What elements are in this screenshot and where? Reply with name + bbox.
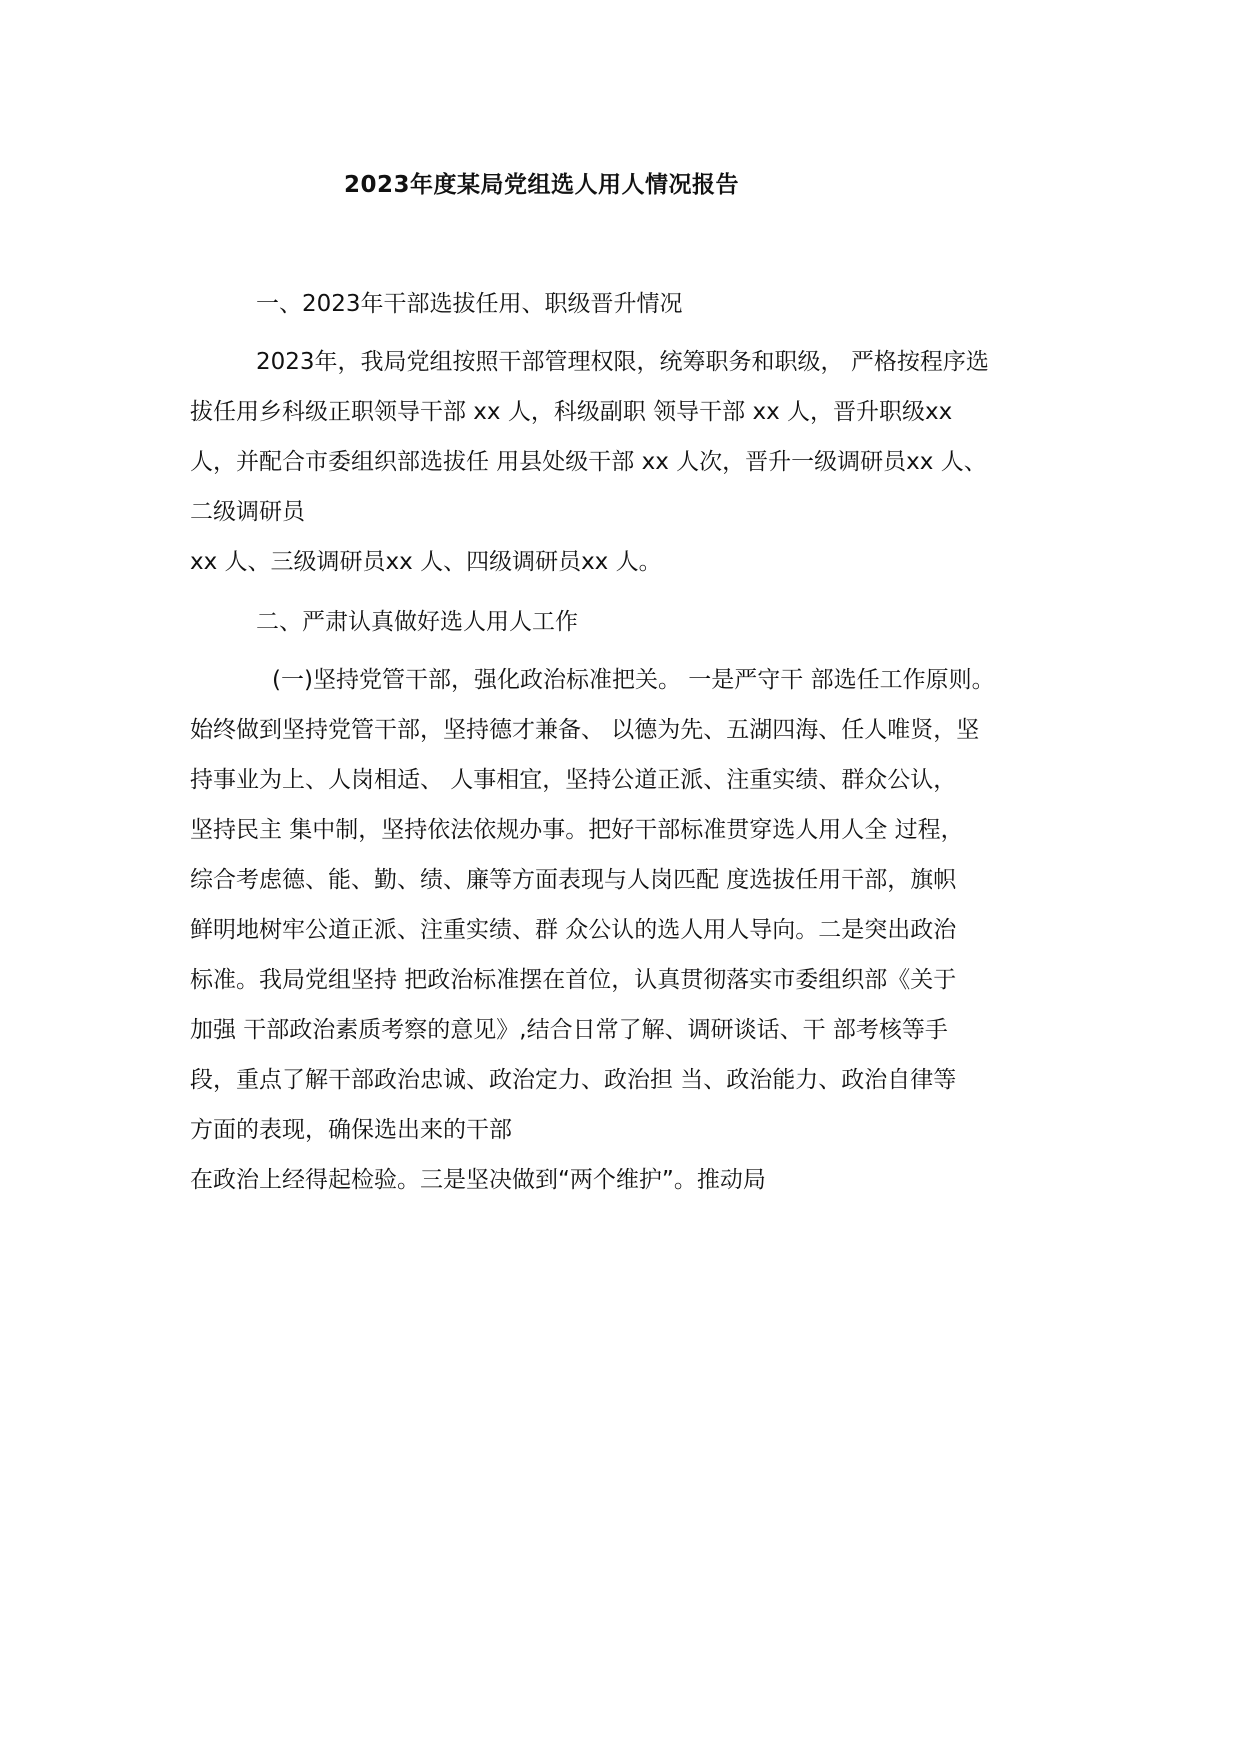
paragraph-line: (一)坚持党管干部，强化政治标准把关。 一是严守干 部选任工作原则。 (272, 667, 995, 693)
paragraph-line: 方面的表现，确保选出来的干部 (190, 1117, 512, 1143)
paragraph-line: 标准。我局党组坚持 把政治标准摆在首位，认真贯彻落实市委组织部《关于 (190, 967, 957, 993)
paragraph-line: 在政治上经得起检验。三是坚决做到“两个维护”。推动局 (190, 1167, 766, 1193)
paragraph-line: xx 人、三级调研员xx 人、四级调研员xx 人。 (190, 549, 662, 575)
section2-heading: 二、严肃认真做好选人用人工作 (256, 609, 578, 635)
paragraph-line: 段，重点了解干部政治忠诚、政治定力、政治担 当、政治能力、政治自律等 (190, 1067, 957, 1093)
paragraph-line: 持事业为上、人岗相适、 人事相宜，坚持公道正派、注重实绩、群众公认， (190, 767, 957, 793)
paragraph-line: 加强 干部政治素质考察的意见》,结合日常了解、调研谈话、干 部考核等手 (190, 1017, 948, 1043)
paragraph-line: 鲜明地树牢公道正派、注重实绩、群 众公认的选人用人导向。二是突出政治 (190, 917, 957, 943)
paragraph-line: 拔任用乡科级正职领导干部 xx 人，科级副职 领导干部 xx 人，晋升职级xx (190, 399, 953, 425)
paragraph-line: 坚持民主 集中制，坚持依法依规办事。把好干部标准贯穿选人用人全 过程， (190, 817, 964, 843)
document-title: 2023年度某局党组选人用人情况报告 (344, 172, 740, 198)
paragraph-line: 始终做到坚持党管干部，坚持德才兼备、 以德为先、五湖四海、任人唯贤，坚 (190, 717, 980, 743)
paragraph-line: 二级调研员 (190, 499, 305, 525)
paragraph-line: 综合考虑德、能、勤、绩、廉等方面表现与人岗匹配 度选拔任用干部，旗帜 (190, 867, 957, 893)
paragraph-line: 人，并配合市委组织部选拔任 用县处级干部 xx 人次，晋升一级调研员xx 人、 (190, 449, 987, 475)
section1-heading: 一、2023年干部选拔任用、职级晋升情况 (256, 291, 683, 317)
paragraph-line: 2023年，我局党组按照干部管理权限，统筹职务和职级， 严格按程序选 (256, 349, 989, 375)
